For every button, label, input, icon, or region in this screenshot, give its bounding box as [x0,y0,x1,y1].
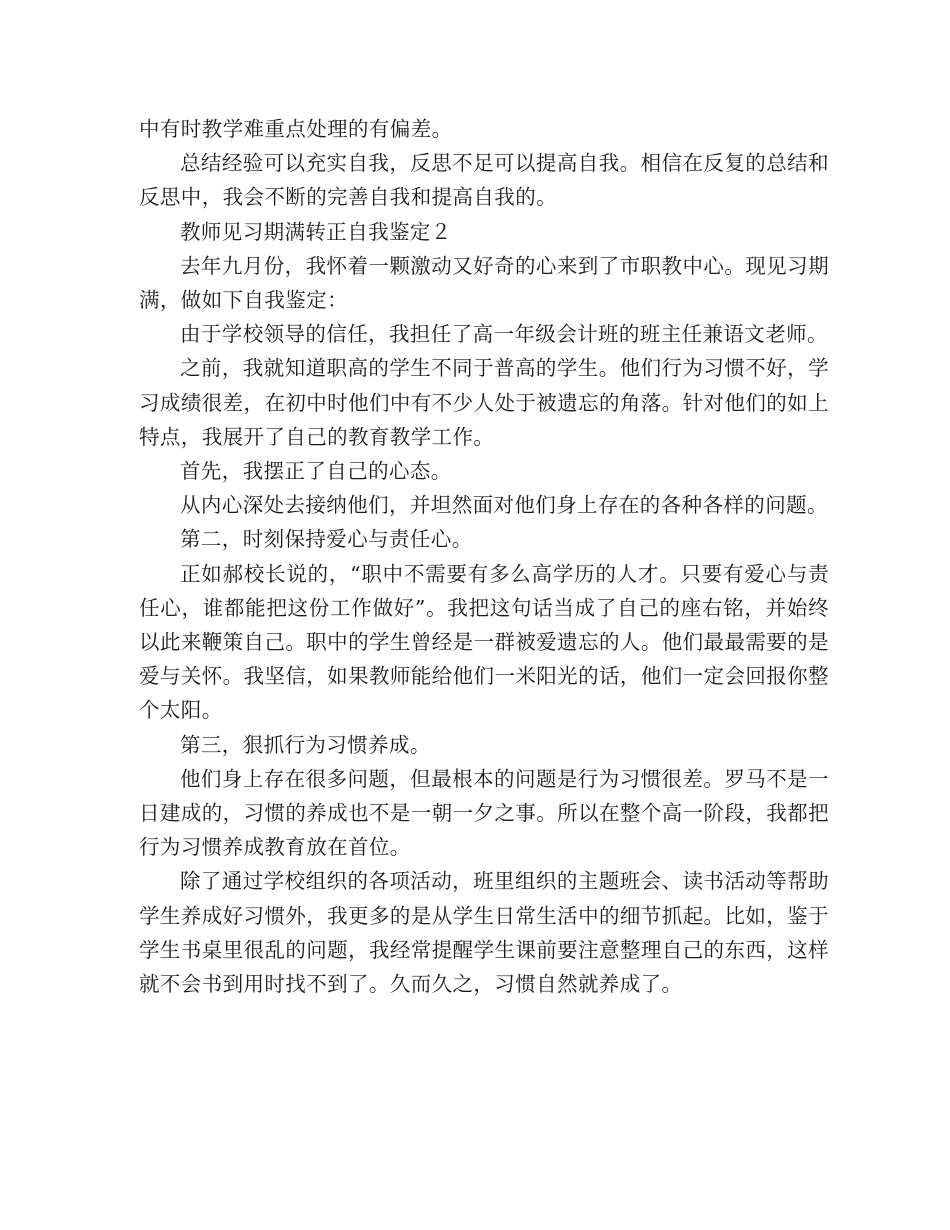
paragraph: 之前，我就知道职高的学生不同于普高的学生。他们行为习惯不好，学习成绩很差，在初中时他们中有不少人处于被遗忘的角落。针对他们的如上特点，我展开了自己的教育教学工作。 [139,356,829,449]
paragraph: 总结经验可以充实自我，反思不足可以提高自我。相信在反复的总结和反思中，我会不断的完善自我和提高自我的。 [139,151,829,210]
paragraph: 第二，时刻保持爱心与责任心。 [180,527,473,552]
section-heading: 教师见习期满转正自我鉴定２ [180,219,452,244]
paragraph: 去年九月份，我怀着一颗激动又好奇的心来到了市职教中心。现见习期满，做如下自我鉴定： [139,253,829,313]
paragraph: 首先，我摆正了自己的心态。 [180,459,452,484]
paragraph: 正如郝校长说的，“职中不需要有多么高学历的人才。只要有爱心与责任心，谁都能把这份工作做好”。我把这句话当成了自己的座右铭，并始终以此来鞭策自己。职中的学生曾经是一群被爱遗忘的人。他们最最需要的是爱与关怀。我坚信，如果教师能给他们一米阳光的话，他们一定会回报你整个太阳。 [139,561,829,723]
paragraph: 中有时教学难重点处理的有偏差。 [139,117,453,141]
paragraph: 从内心深处去接纳他们，并坦然面对他们身上存在的各种各样的问题。 [180,493,828,518]
paragraph: 他们身上存在很多问题，但最根本的问题是行为习惯很差。罗马不是一日建成的，习惯的养成也不是一朝一夕之事。所以在整个高一阶段，我都把行为习惯养成教育放在首位。 [139,766,829,860]
paragraph: 由于学校领导的信任，我担任了高一年级会计班的班主任兼语文老师。 [180,322,828,347]
paragraph: 除了通过学校组织的各项活动，班里组织的主题班会、读书活动等帮助学生养成好习惯外，我更多的是从学生日常生活中的细节抓起。比如，鉴于学生书桌里很乱的问题，我经常提醒学生课前要注意整理自己的东西，这样就不会书到用时找不到了。久而久之，习惯自然就养成了。 [139,869,829,997]
paragraph: 第三，狠抓行为习惯养成。 [180,732,431,757]
document-body [139,112,829,1001]
